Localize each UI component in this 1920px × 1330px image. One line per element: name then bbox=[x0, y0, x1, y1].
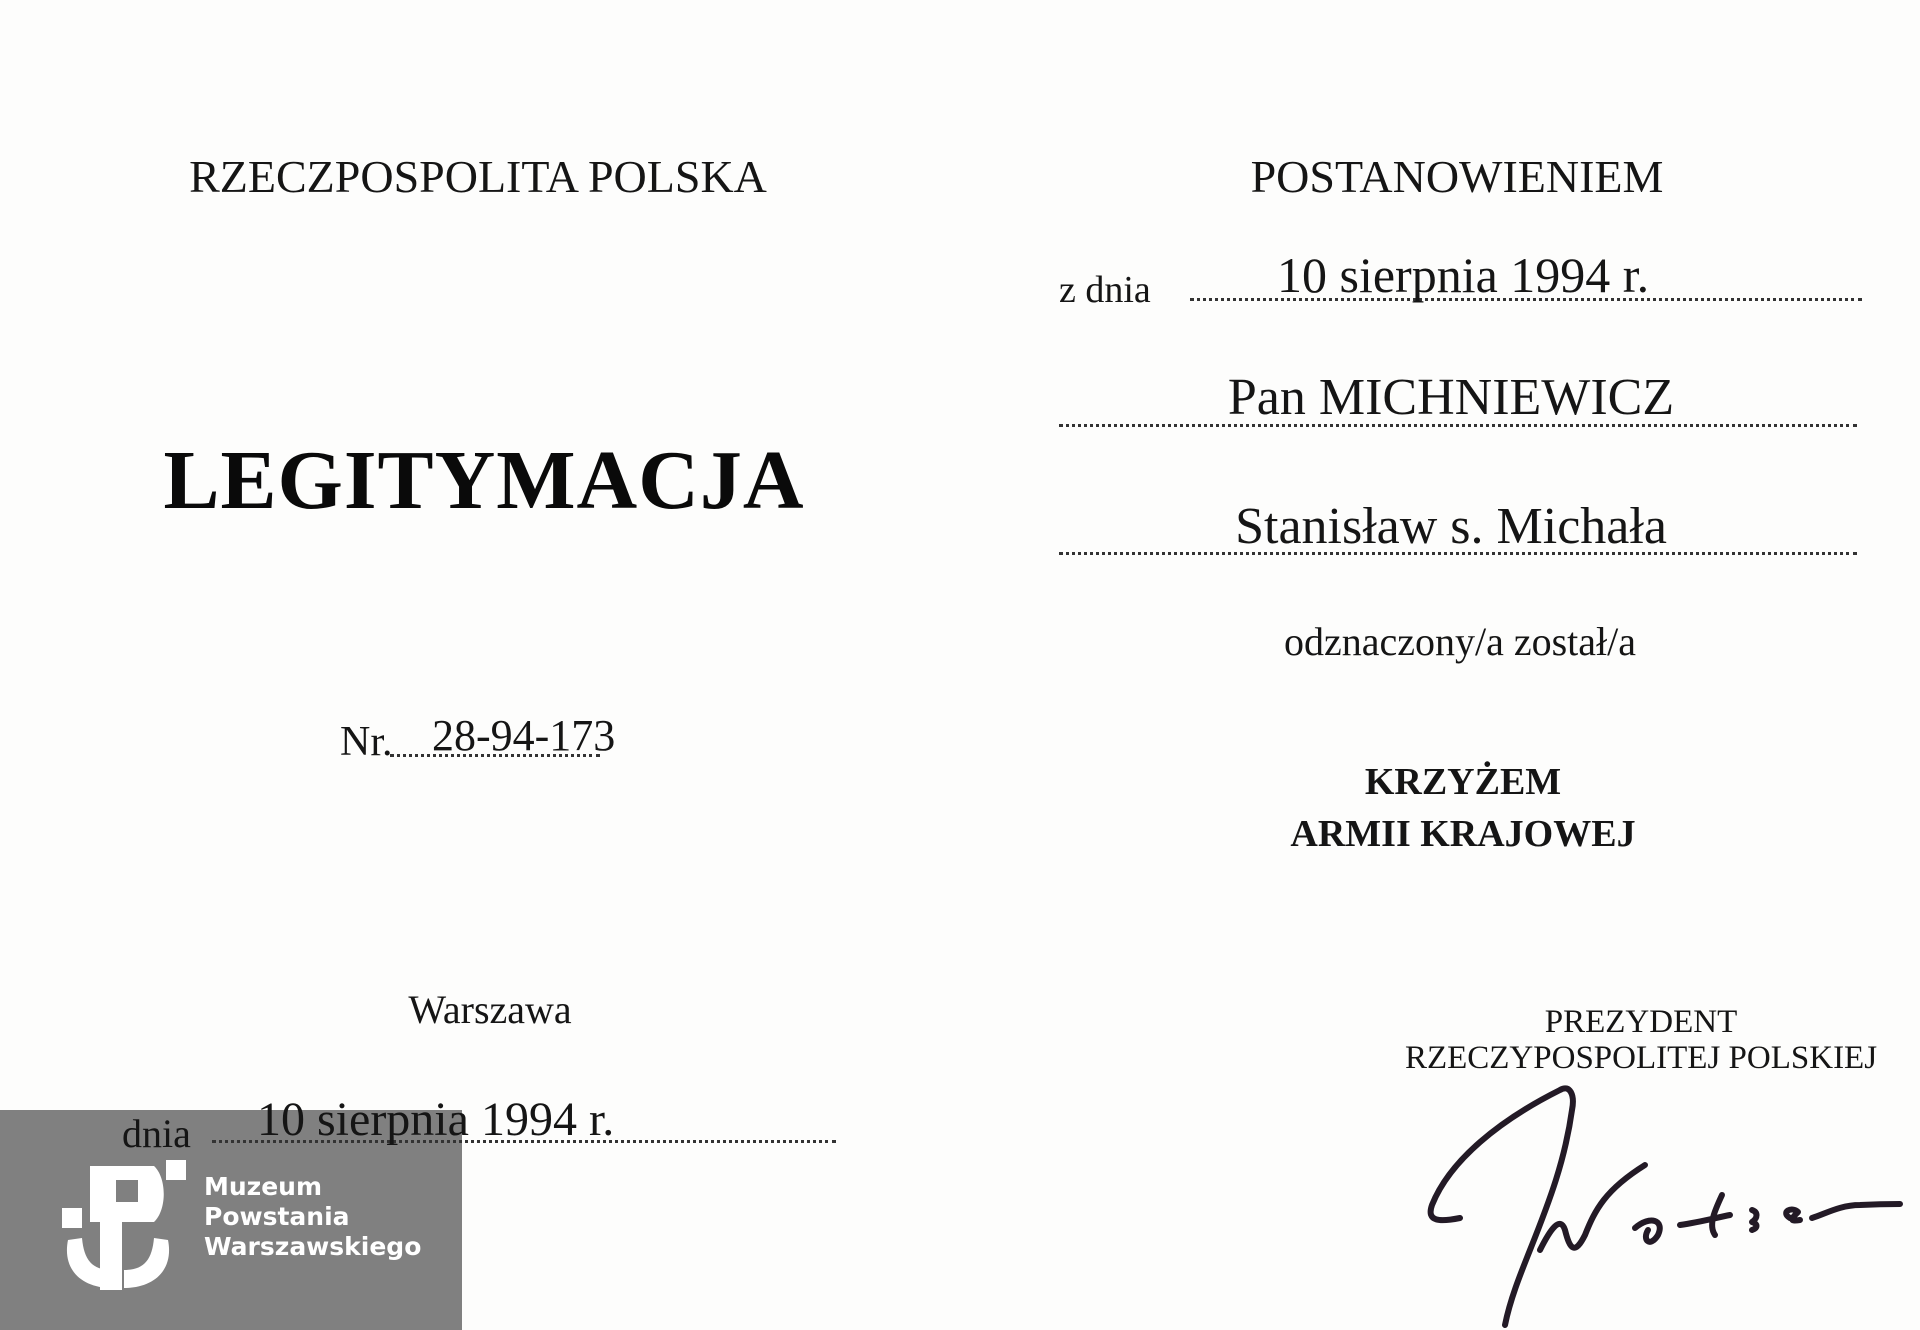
museum-name bbox=[204, 1172, 421, 1262]
recipient-surname: Pan MICHNIEWICZ bbox=[1227, 369, 1675, 426]
name-dotted-line bbox=[1059, 552, 1857, 555]
museum-name-line1: Muzeum bbox=[204, 1172, 323, 1201]
decision-heading: POSTANOWIENIEM bbox=[1250, 151, 1664, 202]
number-label: Nr. bbox=[340, 719, 393, 765]
surname-dotted-line bbox=[1059, 424, 1857, 427]
date-label: dnia bbox=[122, 1111, 191, 1156]
awarded-text: odznaczony/a został/a bbox=[1283, 619, 1637, 664]
museum-name-line3: Warszawskiego bbox=[204, 1232, 422, 1261]
award-name-line2: ARMII KRAJOWEJ bbox=[1290, 813, 1636, 855]
kotwica-logo-icon bbox=[62, 1160, 187, 1290]
country-name: RZECZPOSPOLITA POLSKA bbox=[189, 151, 767, 202]
signatory-title-line2: RZECZYPOSPOLITEJ POLSKIEJ bbox=[1404, 1040, 1878, 1076]
decision-date-label: z dnia bbox=[1059, 269, 1151, 311]
decision-date-value: 10 sierpnia 1994 r. bbox=[1277, 247, 1650, 303]
signatory-title-line1: PREZYDENT bbox=[1544, 1004, 1738, 1040]
document-title: LEGITYMACJA bbox=[163, 434, 805, 527]
number-value: 28-94-173 bbox=[432, 711, 616, 760]
city: Warszawa bbox=[408, 987, 572, 1032]
museum-name-line2: Powstania bbox=[204, 1202, 350, 1231]
date-value: 10 sierpnia 1994 r. bbox=[257, 1093, 615, 1146]
award-name-line1: KRZYŻEM bbox=[1364, 761, 1562, 803]
recipient-name: Stanisław s. Michała bbox=[1235, 498, 1667, 555]
president-signature bbox=[1380, 1000, 1920, 1330]
